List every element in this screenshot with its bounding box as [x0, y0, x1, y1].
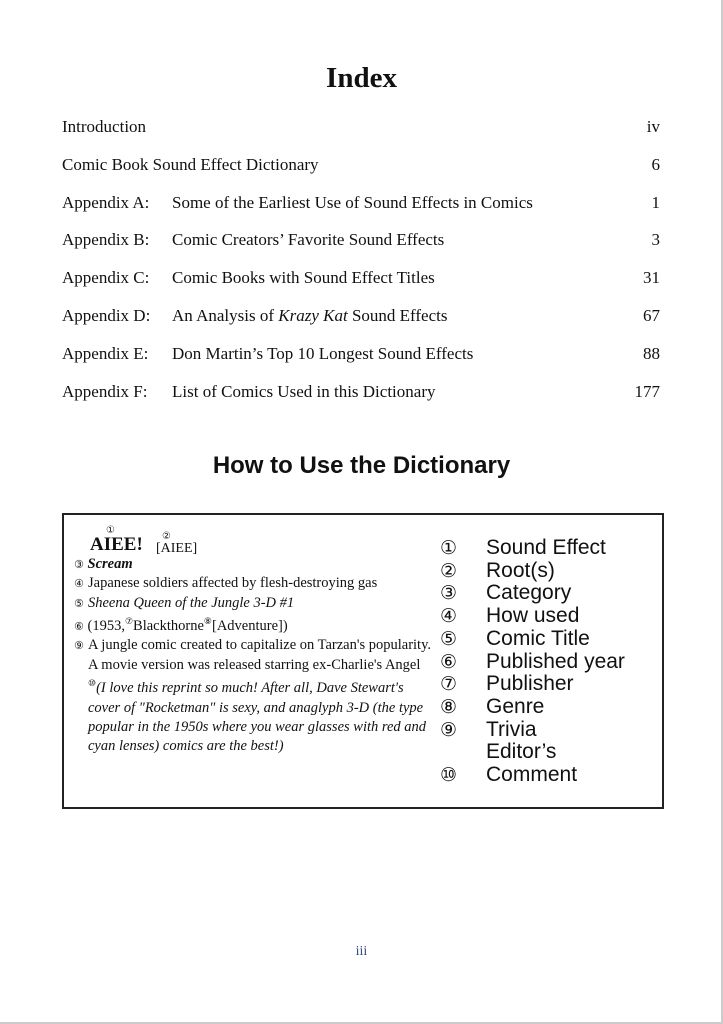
legend-label: Publisher — [486, 672, 574, 696]
legend — [440, 537, 625, 787]
toc-text-part: An Analysis of — [172, 306, 279, 325]
year: (1953, — [87, 618, 125, 635]
comic-title: Sheena Queen of the Jungle 3-D #1 — [88, 594, 295, 611]
legend-item — [440, 741, 610, 786]
marker-3: ③ — [74, 558, 84, 571]
toc-prefix: Appendix F: — [62, 381, 148, 401]
legend-item — [440, 537, 625, 560]
legend-number: ④ — [440, 605, 458, 628]
toc-page: 67 — [643, 306, 660, 325]
toc-page: 31 — [643, 268, 660, 288]
legend-number: ⑧ — [440, 695, 458, 718]
toc-text: List of Comics Used in this Dictionary — [172, 381, 436, 401]
toc-prefix: Appendix A: — [62, 192, 150, 212]
toc-text-part: Sound Effects — [347, 306, 448, 325]
toc-page: 3 — [651, 230, 660, 250]
how-to-title: How to Use the Dictionary — [212, 452, 511, 479]
toc-entry[interactable] — [62, 382, 660, 404]
legend-item — [440, 696, 625, 719]
marker-7: ⑦ — [124, 617, 134, 628]
legend-number: ① — [440, 537, 458, 559]
toc-prefix: Appendix C: — [62, 268, 150, 288]
toc-text: Some of the Earliest Use of Sound Effects in Comics — [172, 192, 533, 212]
toc-text: Don Martin’s Top 10 Longest Sound Effects — [172, 343, 474, 363]
legend-label: Root(s) — [486, 558, 555, 582]
genre: [Adventure]) — [212, 618, 288, 635]
legend-item — [440, 560, 625, 583]
legend-number: ③ — [440, 582, 458, 605]
toc-text: Comic Books with Sound Effect Titles — [172, 268, 435, 288]
marker-8: ⑧ — [203, 617, 212, 628]
legend-label: How used — [486, 604, 580, 628]
trivia: A jungle comic created to capitalize on Tarzan's popularity. A movie version was released starring ex-Charlie's Angel — [88, 637, 432, 673]
legend-number: ② — [440, 559, 458, 582]
toc-prefix: Appendix E: — [62, 343, 149, 363]
marker-4: ④ — [74, 577, 84, 591]
toc-page: iv — [646, 117, 660, 136]
toc-prefix: Appendix B: — [62, 230, 150, 250]
toc-page: 88 — [643, 343, 660, 363]
toc-entry[interactable] — [62, 230, 660, 252]
legend-number: ⑥ — [440, 650, 458, 673]
toc-text: Comic Creators’ Favorite Sound Effects — [172, 230, 445, 250]
marker-10: ⑩ — [88, 679, 97, 690]
legend-number: ⑩ — [440, 764, 458, 787]
marker-2: ② — [162, 531, 171, 542]
index-title: Index — [326, 62, 397, 94]
legend-item — [440, 628, 625, 651]
marker-6: ⑥ — [74, 620, 84, 634]
toc-text: Introduction — [62, 117, 147, 136]
toc-page: 1 — [651, 192, 660, 212]
toc-entry[interactable] — [62, 344, 660, 366]
usage: Japanese soldiers affected by flesh-destroying gas — [88, 575, 378, 592]
legend-label: Trivia — [486, 717, 537, 741]
toc-text-italic: Krazy Kat — [278, 306, 348, 325]
legend-number: ⑤ — [440, 627, 458, 650]
legend-item — [440, 673, 625, 696]
category: Scream — [87, 556, 133, 572]
editor-comment: (I love this reprint so much! After all, Dave Stewart's cover of "Rocketman" is sexy, and anaglyph 3-D (the type popular in the 1950s where you wear glasses with red and cyan lenses) comics are the best!) — [88, 680, 427, 755]
toc-entry[interactable] — [62, 306, 660, 328]
sample-entry — [74, 521, 434, 757]
toc-entry[interactable] — [62, 268, 660, 290]
page-number: iii — [355, 944, 368, 959]
legend-item — [440, 605, 625, 628]
marker-5: ⑤ — [74, 596, 84, 610]
marker-1: ① — [106, 525, 115, 536]
legend-item — [440, 651, 625, 674]
toc-entry[interactable] — [62, 117, 660, 139]
legend-label: Category — [486, 581, 572, 605]
marker-9: ⑨ — [74, 639, 84, 653]
toc-prefix: Appendix D: — [62, 306, 151, 325]
publisher: Blackthorne — [133, 618, 204, 635]
toc-text — [172, 306, 447, 326]
headword: AIEE! — [90, 534, 143, 555]
legend-label: Comic Title — [486, 626, 590, 650]
toc-text: Comic Book Sound Effect Dictionary — [62, 154, 319, 174]
toc-page: 177 — [634, 381, 660, 401]
legend-number: ⑦ — [440, 673, 458, 696]
root: [AIEE] — [156, 541, 198, 556]
legend-item — [440, 719, 625, 742]
legend-label: Genre — [486, 694, 545, 718]
legend-label: Published year — [486, 649, 625, 673]
legend-label: Editor’s Comment — [486, 740, 578, 787]
legend-number: ⑨ — [440, 718, 458, 741]
legend-item — [440, 582, 625, 605]
legend-label: Sound Effect — [486, 536, 606, 559]
example-box — [62, 513, 664, 809]
toc-entry[interactable] — [62, 155, 660, 177]
toc-entry[interactable] — [62, 193, 660, 215]
toc-page: 6 — [651, 154, 660, 174]
